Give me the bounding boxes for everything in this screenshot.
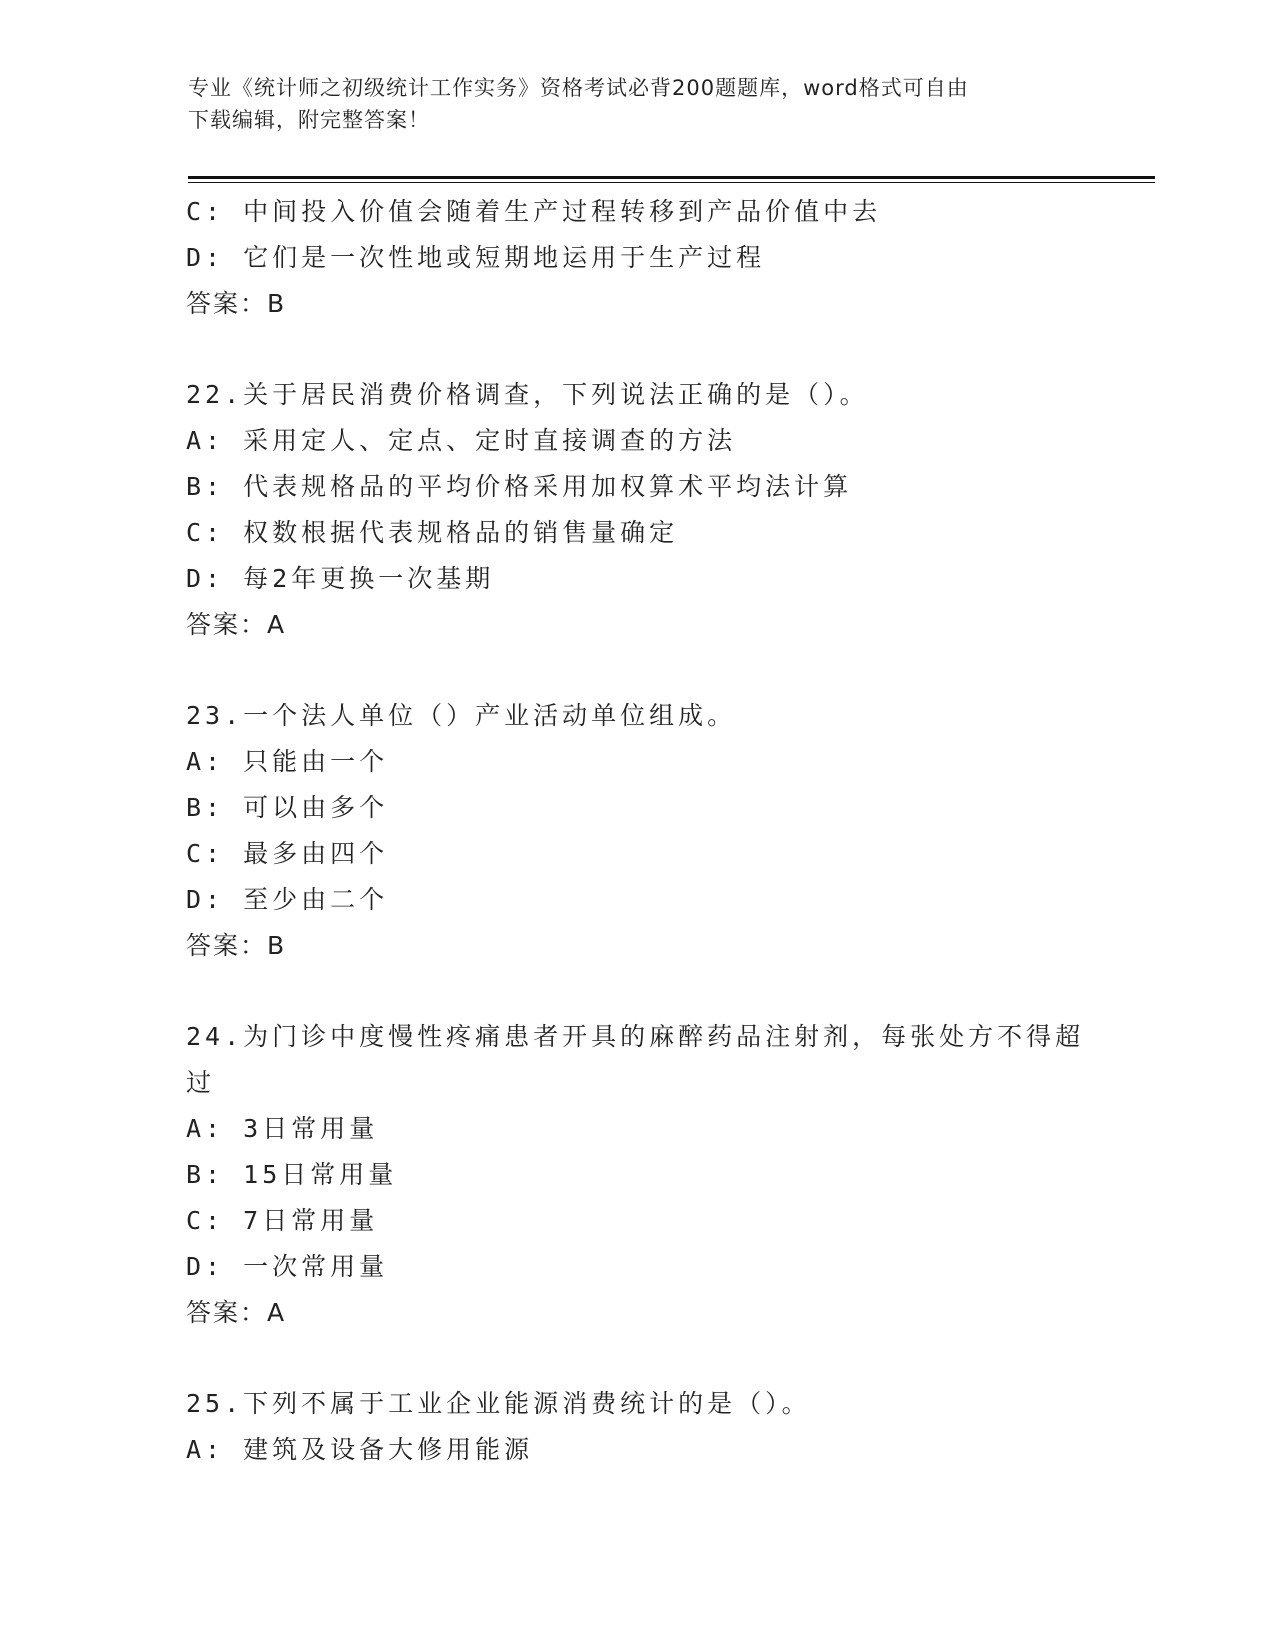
option-a: A: 只能由一个 [186,747,389,776]
question-text-line-2: 过 [186,1068,216,1097]
answer-line: 答案：A [186,610,287,639]
question-text: 23.一个法人单位（）产业活动单位组成。 [186,701,737,730]
option-b: B: 可以由多个 [186,793,389,822]
question-block-23 [186,693,1146,969]
question-gap [186,648,1146,693]
option-b: B: 15日常用量 [186,1160,398,1189]
question-gap [186,327,1146,372]
question-gap [186,969,1146,1014]
option-d: D: 至少由二个 [186,885,389,914]
question-text: 22.关于居民消费价格调查，下列说法正确的是（）。 [186,380,869,409]
header-title-line-2: 下载编辑，附完整答案！ [188,108,430,132]
option-c: C: 最多由四个 [186,839,389,868]
header-rule-thick [188,176,1155,179]
answer-line: 答案：A [186,1298,287,1327]
option-d: D: 它们是一次性地或短期地运用于生产过程 [186,243,766,272]
question-block-24 [186,1014,1146,1336]
option-c: C: 7日常用量 [186,1206,379,1235]
question-block-25 [186,1381,1146,1473]
question-block-partial [186,189,1146,327]
question-gap [186,1336,1146,1381]
option-a: A: 采用定人、定点、定时直接调查的方法 [186,426,737,455]
question-text-line-1: 24.为门诊中度慢性疼痛患者开具的麻醉药品注射剂，每张处方不得超 [186,1022,1085,1051]
option-c: C: 中间投入价值会随着生产过程转移到产品价值中去 [186,197,882,226]
question-block-22 [186,372,1146,648]
header-title-line-1: 专业《统计师之初级统计工作实务》资格考试必背200题题库，word格式可自由 [188,76,969,100]
option-d: D: 每2年更换一次基期 [186,564,495,593]
header-rule-thin [188,182,1155,183]
question-content [186,189,1146,1473]
option-a: A: 建筑及设备大修用能源 [186,1435,534,1464]
question-text: 25.下列不属于工业企业能源消费统计的是（）。 [186,1389,811,1418]
document-header [188,72,1068,136]
option-c: C: 权数根据代表规格品的销售量确定 [186,518,679,547]
option-a: A: 3日常用量 [186,1114,379,1143]
answer-line: 答案：B [186,931,287,960]
option-d: D: 一次常用量 [186,1252,389,1281]
answer-line: 答案：B [186,289,287,318]
option-b: B: 代表规格品的平均价格采用加权算术平均法计算 [186,472,853,501]
